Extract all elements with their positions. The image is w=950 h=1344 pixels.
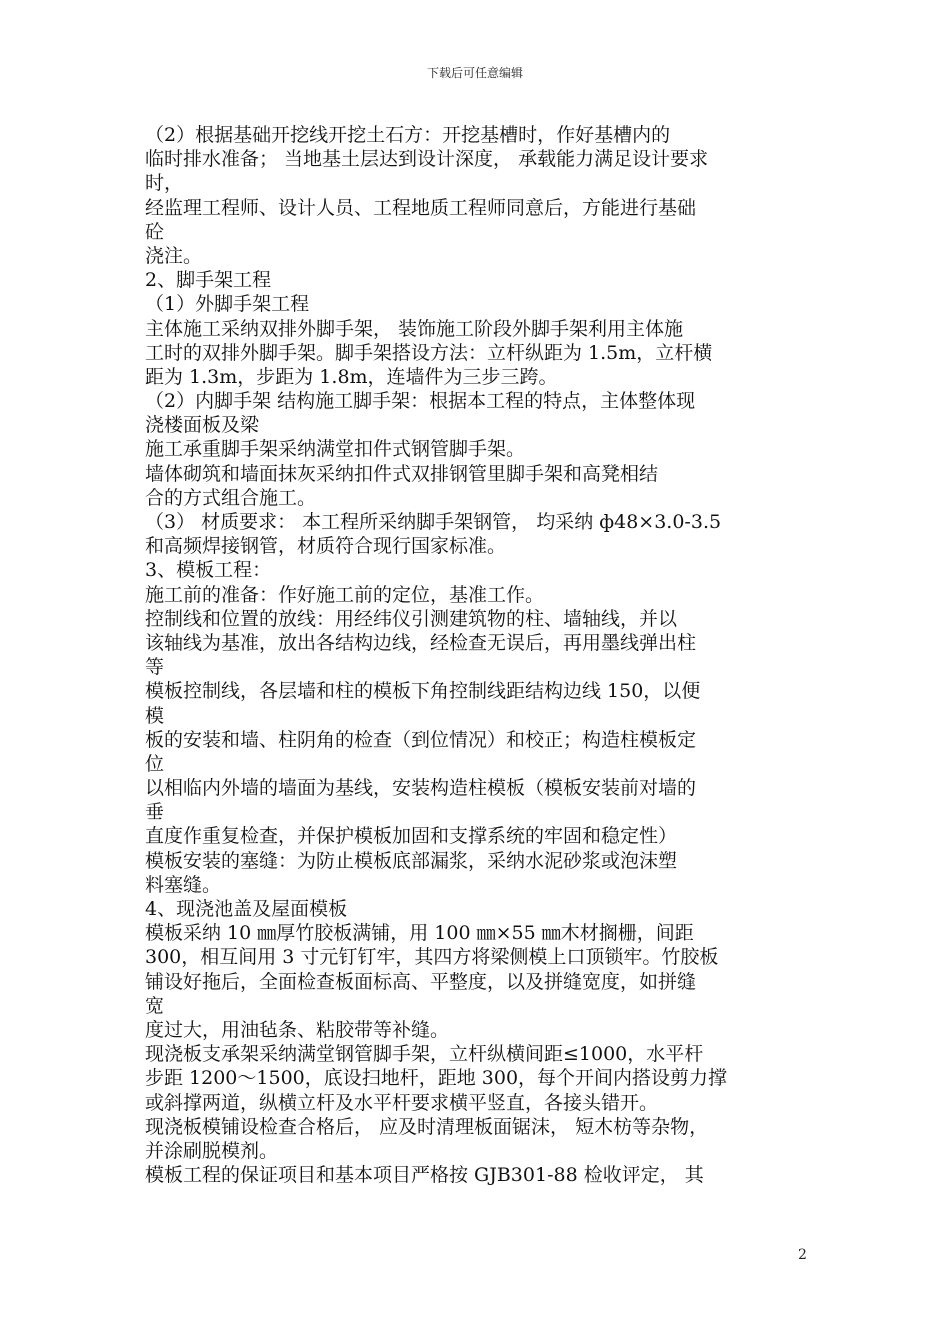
text-line: 和高频焊接钢管，材质符合现行国家标准。 (145, 535, 507, 558)
text-line: （1）外脚手架工程 (145, 293, 310, 316)
text-line: 模 (145, 704, 165, 727)
text-line: 料塞缝。 (145, 873, 222, 896)
text-line: 300，相互间用 3 寸元钉钉牢，其四方将梁侧模上口顶锁牢。竹胶板 (145, 946, 719, 969)
text-line: 板的安装和墙、柱阴角的检查（到位情况）和校正；构造柱模板定 (145, 728, 697, 751)
text-line: 等 (145, 656, 165, 679)
text-line: 宽 (145, 994, 165, 1017)
text-line: 步距 1200～1500，底设扫地杆，距地 300，每个开间内搭设剪力撑 (145, 1067, 728, 1090)
text-line: 距为 1.3m，步距为 1.8m，连墙件为三步三跨。 (145, 365, 558, 388)
text-line: 主体施工采纳双排外脚手架， 装饰施工阶段外脚手架利用主体施 (145, 317, 684, 340)
text-line: 2、脚手架工程 (145, 269, 272, 292)
text-line: 工时的双排外脚手架。脚手架搭设方法：立杆纵距为 1.5m，立杆横 (145, 341, 713, 364)
text-line: 控制线和位置的放线：用经纬仪引测建筑物的柱、墙轴线，并以 (145, 607, 678, 630)
page-number: 2 (798, 1247, 807, 1263)
text-line: 浇楼面板及梁 (145, 414, 260, 437)
text-line: 并涂刷脱模剂。 (145, 1139, 279, 1162)
text-line: 直度作重复检查，并保护模板加固和支撑系统的牢固和稳定性） (145, 825, 678, 848)
text-line: （2）内脚手架 结构施工脚手架：根据本工程的特点，主体整体现 (145, 390, 696, 413)
text-line: 位 (145, 752, 165, 775)
text-line: 模板控制线，各层墙和柱的模板下角控制线距结构边线 150，以便 (145, 680, 701, 703)
text-line: 现浇板支承架采纳满堂钢管脚手架，立杆纵横间距≤1000，水平杆 (145, 1043, 704, 1066)
text-line: 临时排水准备； 当地基土层达到设计深度， 承载能力满足设计要求 (145, 148, 709, 171)
text-line: 时， (145, 172, 184, 195)
text-line: 以相临内外墙的墙面为基线，安装构造柱模板（模板安装前对墙的 (145, 777, 697, 800)
text-line: 4、现浇池盖及屋面模板 (145, 898, 348, 920)
text-line: 经监理工程师、设计人员、工程地质工程师同意后，方能进行基础 (145, 196, 697, 219)
text-line: （3） 材质要求： 本工程所采纳脚手架钢管， 均采纳 ф48×3.0-3.5 (145, 511, 722, 533)
text-line: 现浇板模铺设检查合格后， 应及时清理板面锯沫， 短木枋等杂物， (145, 1115, 709, 1138)
text-line: 3、模板工程： (145, 559, 272, 582)
text-line: 或斜撑两道，纵横立杆及水平杆要求横平竖直，各接头错开。 (145, 1091, 659, 1114)
text-line: 浇注。 (145, 244, 203, 267)
text-line: 砼 (145, 220, 165, 243)
text-line: 度过大，用油毡条、粘胶带等补缝。 (145, 1018, 450, 1041)
text-line: 施工承重脚手架采纳满堂扣件式钢管脚手架。 (145, 438, 526, 461)
text-line: 铺设好拖后，全面检查板面标高、平整度，以及拼缝宽度，如拼缝 (145, 970, 697, 993)
text-line: 垂 (145, 801, 165, 824)
text-line: 墙体砌筑和墙面抹灰采纳扣件式双排钢管里脚手架和高凳相结 (145, 462, 659, 485)
text-line: 合的方式组合施工。 (145, 486, 317, 509)
text-line: 施工前的准备：作好施工前的定位，基准工作。 (145, 583, 545, 606)
text-line: 模板安装的塞缝：为防止模板底部漏浆，采纳水泥砂浆或泡沫塑 (145, 849, 678, 872)
text-line: 模板工程的保证项目和基本项目严格按 GJB301-88 检收评定， 其 (145, 1164, 704, 1187)
page-header: 下载后可任意编辑 (426, 66, 523, 80)
document-body (145, 123, 815, 1187)
text-line: 该轴线为基准，放出各结构边线，经检查无误后，再用墨线弹出柱 (145, 631, 697, 654)
text-line: （2）根据基础开挖线开挖土石方：开挖基槽时，作好基槽内的 (145, 124, 671, 146)
text-line: 模板采纳 10 ㎜厚竹胶板满铺，用 100 ㎜×55 ㎜木材搁栅，间距 (145, 922, 694, 945)
